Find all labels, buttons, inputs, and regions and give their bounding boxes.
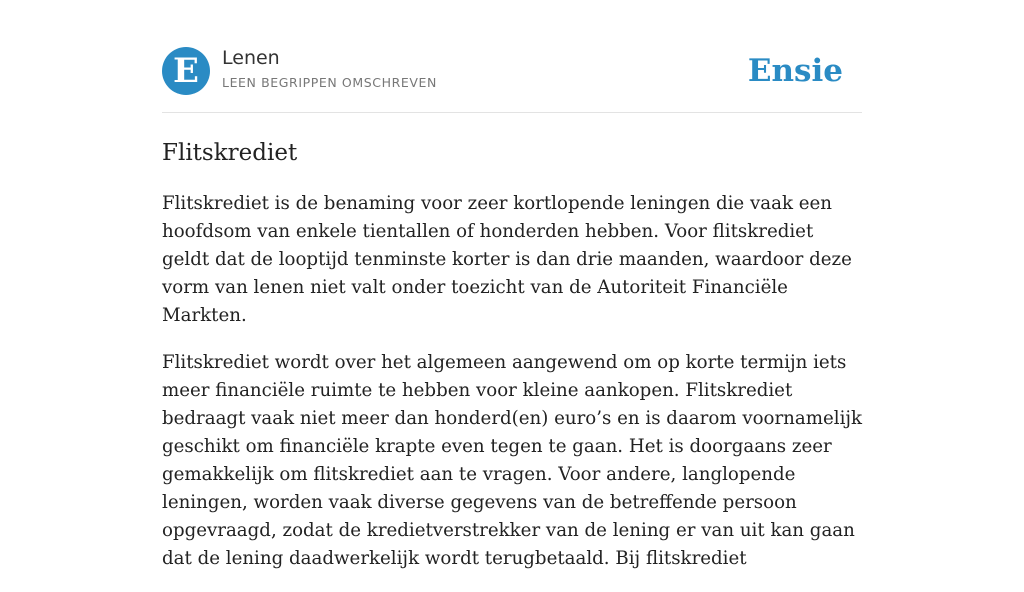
article-paragraph: Flitskrediet wordt over het algemeen aangewend om op korte termijn iets meer financiële ruimte te hebben voor kleine aankopen. Flitskrediet bedraagt vaak niet meer dan honderd(en) euro’s en is daarom voornamelijk geschikt om financiële krapte even tegen te gaan. Het is doorgaans zeer gemakkelijk om flitskrediet aan te vragen. Voor andere, langlopende leningen, worden vaak diverse gegevens van de betreffende persoon opgevraagd, zodat de kredietverstrekker van de lening er van uit kan gaan dat de lening daadwerkelijk wordt terugbetaald. Bij flitskrediet: [162, 352, 863, 569]
brand-logo[interactable]: Ensie: [747, 53, 843, 89]
article-title: Flitskrediet: [162, 140, 298, 166]
site-logo[interactable]: E: [162, 47, 210, 95]
category-subtitle: LEEN BEGRIPPEN OMSCHREVEN: [222, 75, 437, 90]
category-title[interactable]: Lenen: [222, 47, 280, 69]
article-body: [162, 190, 866, 592]
article-paragraph: Flitskrediet is de benaming voor zeer kortlopende leningen die vaak een hoofdsom van enkele tientallen of honderden hebben. Voor flitskrediet geldt dat de looptijd tenminste korter is dan drie maanden, waardoor deze vorm van lenen niet valt onder toezicht van de Autoriteit Financiële Markten.: [162, 193, 852, 326]
header: [162, 47, 862, 113]
